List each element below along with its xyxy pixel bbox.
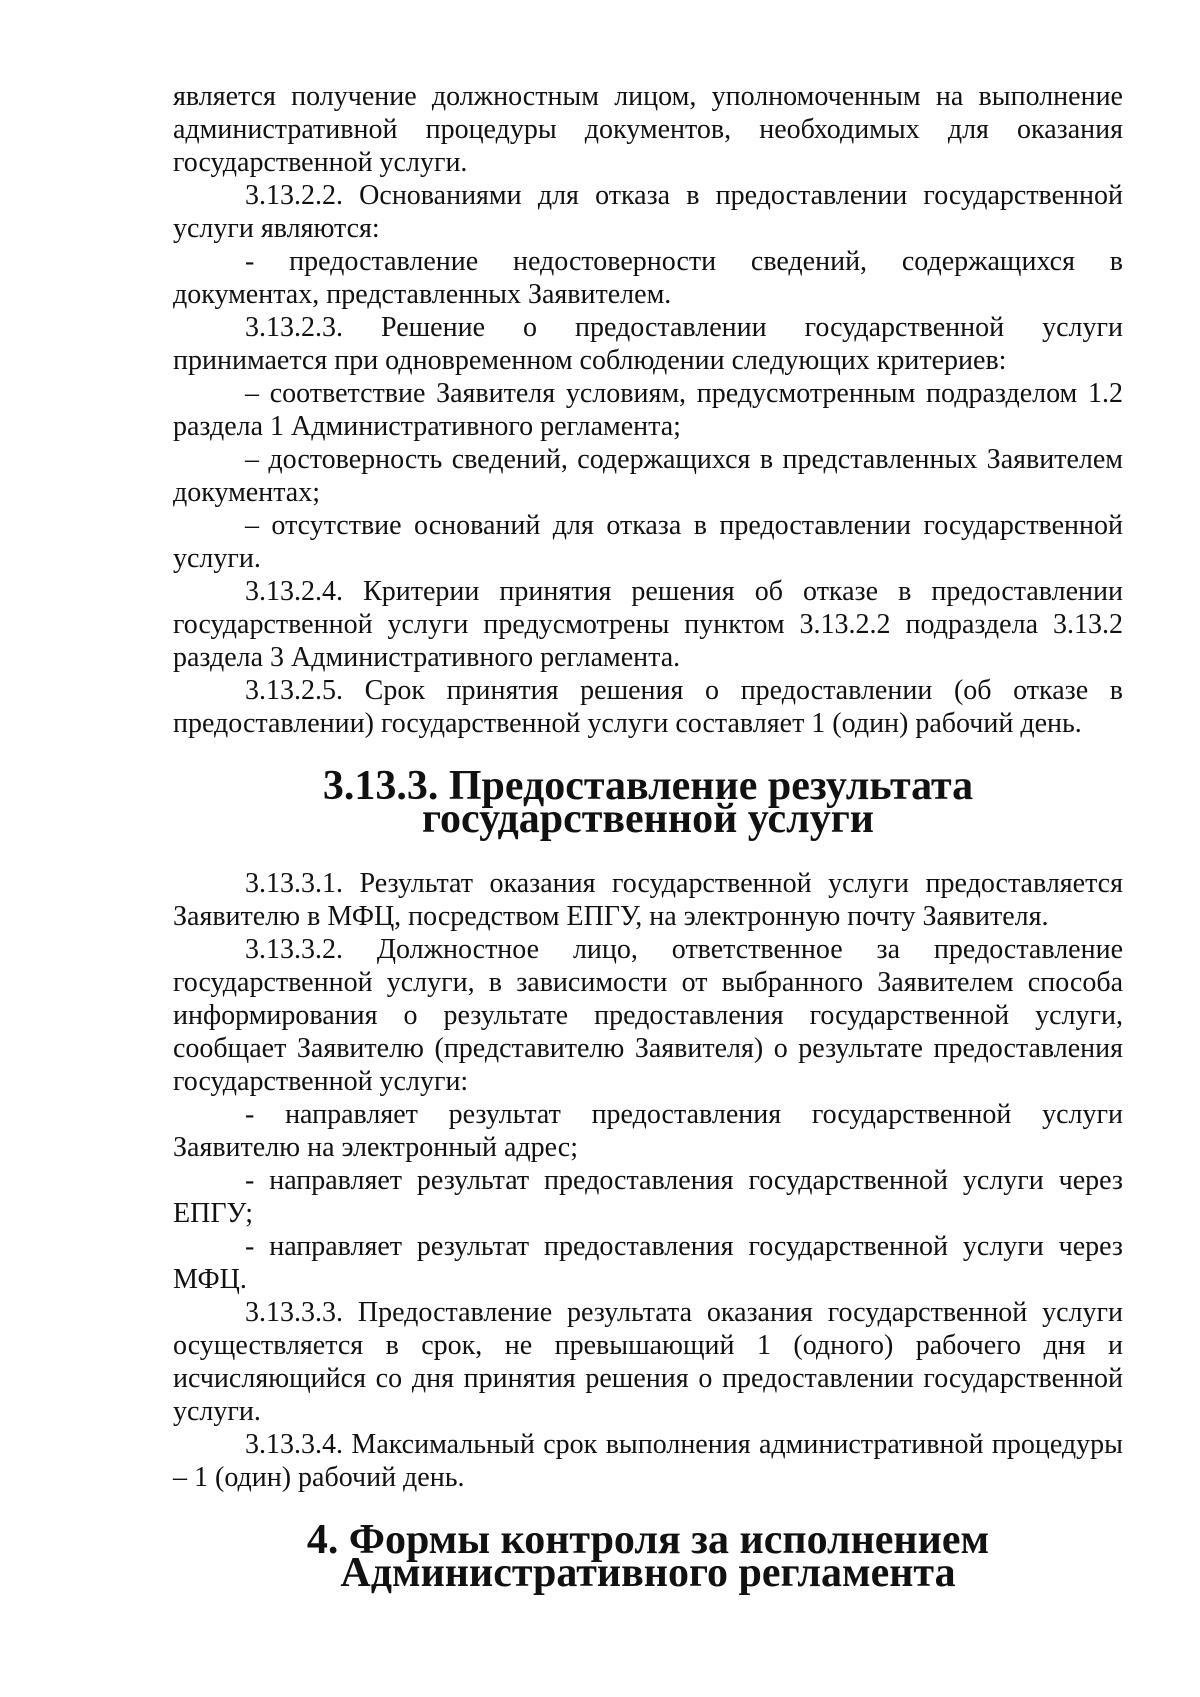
paragraph-3-13-3-3: 3.13.3.3. Предоставление результата оказания государственной услуги осуществляется в срок, не превышающий 1 (одного) рабочего дня и исчисляющийся со дня принятия решения о предоставлении государственной услуги. [173, 1297, 1123, 1427]
list-item-epgu: - направляет результат предоставления государственной услуги через ЕПГУ; [173, 1165, 1123, 1229]
list-item-criterion-conformity: – соответствие Заявителя условиям, предусмотренным подразделом 1.2 раздела 1 Административного регламента; [173, 378, 1123, 442]
list-item-email: - направляет результат предоставления государственной услуги Заявителю на электронный адрес; [173, 1099, 1123, 1163]
paragraph-3-13-2-5: 3.13.2.5. Срок принятия решения о предоставлении (об отказе в предоставлении) государственной услуги составляет 1 (один) рабочий день. [173, 675, 1123, 739]
paragraph-3-13-2-2: 3.13.2.2. Основаниями для отказа в предоставлении государственной услуги являются: [173, 180, 1123, 244]
document-page [173, 80, 1123, 1596]
paragraph-3-13-2-3: 3.13.2.3. Решение о предоставлении государственной услуги принимается при одновременном соблюдении следующих критериев: [173, 312, 1123, 376]
paragraph-continuation: является получение должностным лицом, уполномоченным на выполнение административной процедуры документов, необходимых для оказания государственной услуги. [173, 81, 1123, 178]
paragraph-3-13-2-4: 3.13.2.4. Критерии принятия решения об отказе в предоставлении государственной услуги предусмотрены пунктом 3.13.2.2 подраздела 3.13.2 раздела 3 Административного регламента. [173, 576, 1123, 673]
section-heading-3-13-3: 3.13.3. Предоставление результата государственной услуги [322, 763, 974, 842]
list-item-mfc: - направляет результат предоставления государственной услуги через МФЦ. [173, 1231, 1123, 1295]
paragraph-3-13-3-1: 3.13.3.1. Результат оказания государственной услуги предоставляется Заявителю в МФЦ, посредством ЕПГУ, на электронную почту Заявителя. [173, 868, 1123, 932]
list-item-refusal-ground: - предоставление недостоверности сведений, содержащихся в документах, представленных Заявителем. [173, 246, 1123, 310]
section-heading-4: 4. Формы контроля за исполнением Административного регламента [306, 1517, 990, 1596]
list-item-criterion-no-grounds: – отсутствие оснований для отказа в предоставлении государственной услуги. [173, 510, 1123, 574]
paragraph-3-13-3-4: 3.13.3.4. Максимальный срок выполнения административной процедуры – 1 (один) рабочий день. [173, 1429, 1123, 1493]
list-item-criterion-reliability: – достоверность сведений, содержащихся в представленных Заявителем документах; [173, 444, 1123, 508]
paragraph-3-13-3-2: 3.13.3.2. Должностное лицо, ответственное за предоставление государственной услуги, в зависимости от выбранного Заявителем способа информирования о результате предоставления государственной услуги, сообщает Заявителю (представителю Заявителя) о результате предоставления государственной услуги: [173, 934, 1123, 1097]
